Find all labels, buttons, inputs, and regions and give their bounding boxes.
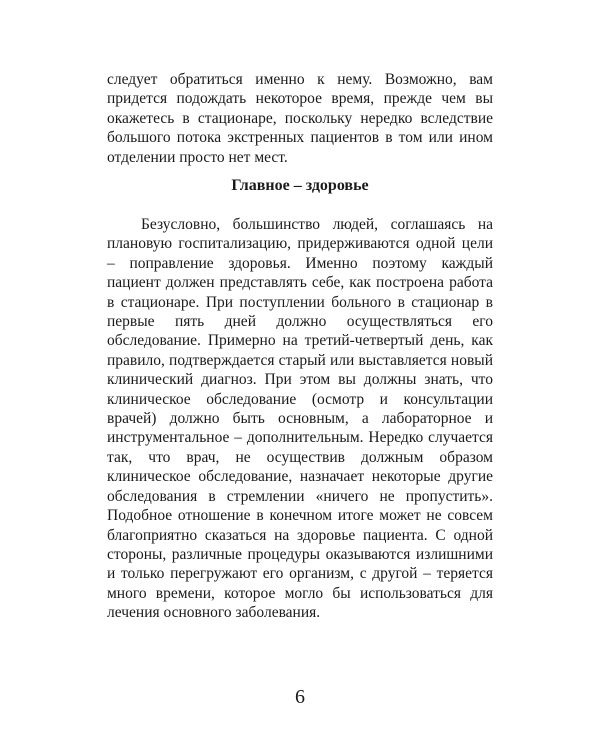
section-body: [107, 215, 493, 623]
page-number: 6: [295, 686, 305, 708]
continued-paragraph-block: [107, 70, 493, 167]
section-heading: Главное – здоровье: [231, 177, 369, 194]
continued-paragraph: следует обратиться именно к нему. Возможно, вам придется подождать некоторое время, прежде чем вы окажетесь в стационаре, поскольку нередко вследствие большого потока экстренных пациентов в том или ином отделении просто нет мест.: [107, 71, 493, 166]
section-paragraph: Безусловно, большинство людей, соглашаясь на плановую госпитализацию, придерживаются одной цели – поправление здоровья. Именно поэтому каждый пациент должен представлять себе, как построена работа в стационаре. При поступлении больного в стационар в первые пять дней должно осуществляться его обследование. Примерно на третий-четвертый день, как правило, подтверждается старый или выставляется новый клинический диагноз. При этом вы должны знать, что клиническое обследование (осмотр и консультации врачей) должно быть основным, а лабораторное и инструментальное – дополнительным. Нередко случается так, что врач, не осуществив должным образом клиническое обследование, назначает некоторые другие обследования в стремлении «ничего не пропустить». Подобное отношение в конечном итоге может не совсем благоприятно сказаться на здоровье пациента. С одной стороны, различные процедуры оказываются излишними и только перегружают его организм, с другой – теряется много времени, которое могло бы использоваться для лечения основного заболевания.: [107, 216, 493, 622]
